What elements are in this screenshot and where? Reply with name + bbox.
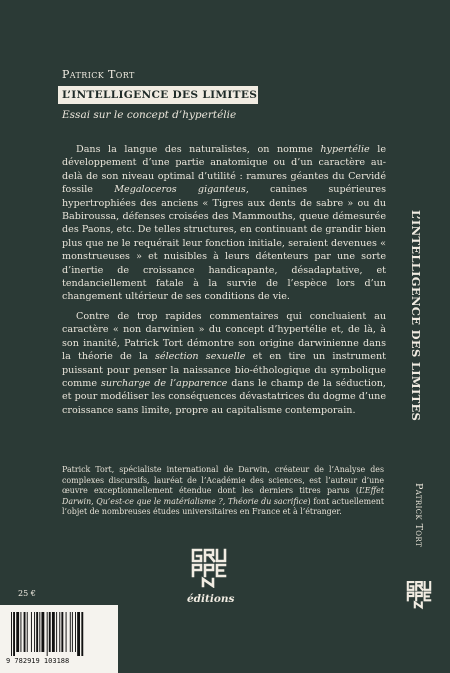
barcode-bar — [61, 612, 63, 652]
barcode-bar — [13, 612, 15, 656]
barcode-bar — [34, 612, 35, 652]
text-run: Patrick Tort, spécialiste international de Darwin, créateur de l’Analyse des complexes discursifs, lauréat de l’Académie des sciences, est l’auteur d’une œuvre exceptionnellement étendue dont les derniers titres parus ( — [62, 465, 384, 496]
spine-author-text: Patrick Tort — [413, 483, 424, 548]
spine-title-text: L’INTELLIGENCE DES LIMITES — [409, 210, 423, 422]
barcode-bar — [52, 612, 55, 652]
text-run: sélection sexuelle — [155, 351, 246, 363]
barcode-bar — [47, 612, 48, 656]
barcode-bar — [16, 612, 19, 652]
barcode-bar — [31, 612, 32, 652]
barcode-bar — [49, 612, 51, 652]
price-label: 25 € — [18, 589, 36, 598]
text-run: Dans la langue des naturalistes, on nomme — [76, 144, 321, 155]
text-run: ) font actuellement l’objet de nombreuses études universitaires en France et à l’étranger. — [62, 496, 384, 517]
text-run: Contre de trop rapides commentaires qui concluaient au caractère « non darwinien » du concept d’hypertélie et, de là, à son inanité, Patrick Tort démontre son origine darwinienne dans la théorie de la — [62, 310, 386, 363]
spine-gruppen-logo — [405, 578, 433, 610]
barcode-bar — [39, 612, 40, 652]
text-run: et en tire un instrument puissant pour penser la naissance bio-éthologique du symbolique comme — [62, 351, 386, 389]
cover-title: L’INTELLIGENCE DES LIMITES — [58, 86, 258, 104]
barcode-bar — [24, 612, 26, 652]
blurb-text — [62, 143, 386, 417]
spine-title — [409, 210, 424, 458]
barcode-bars — [10, 612, 110, 656]
cover-subtitle: Essai sur le concept d’hypertélie — [62, 109, 237, 121]
text-run: , canines supérieures hypertrophiées des anciens « Tigres aux dents de sabre » ou du Babiroussa, défenses croisées des Mammouths, queue démesurée des Paons, etc. De telles structures, en continuant de grandir bien plus que ne le requérait leur fonction initiale, seraient devenues « monstrueuses » et nuisibles à leurs détenteurs par une sorte d’inertie de croissance handicapante, désadaptative, et tendanciellement fatale à la survie de l’espèce lors d’un changement ultérieur de ses conditions de vie. — [62, 184, 386, 303]
text-run: Megaloceros giganteus — [114, 184, 246, 196]
barcode-bar — [59, 612, 60, 652]
barcode-bar — [36, 612, 38, 652]
barcode-bar — [72, 612, 73, 652]
barcode-bar — [77, 612, 80, 656]
isbn-barcode — [0, 605, 118, 673]
barcode-bar — [56, 612, 57, 652]
barcode-bar — [20, 612, 21, 652]
text-run: L’Effet Darwin, Qu’est-ce que le matérialisme ?, Théorie du sacrifice — [62, 486, 384, 506]
barcode-icon — [10, 612, 110, 656]
barcode-bar — [27, 612, 28, 652]
spine-gruppen-logo-icon — [405, 578, 433, 610]
author-bio-text — [62, 465, 384, 518]
barcode-bar — [66, 612, 67, 652]
publisher-imprint: éditions — [187, 593, 235, 605]
blurb-paragraph-1 — [62, 143, 386, 304]
text-run: le développement d’une partie anatomique ou d’un caractère au-delà de son niveau optimal d’utilité : ramures géantes du Cervidé fossile — [62, 144, 387, 196]
author-bio — [62, 465, 384, 518]
gruppen-logo — [189, 546, 229, 588]
barcode-bar — [70, 612, 71, 652]
barcode-digits: 9 782919 103188 — [6, 657, 70, 665]
text-run: surcharge de l’apparence — [100, 377, 228, 389]
spine-author — [413, 483, 425, 553]
cover-author: Patrick Tort — [62, 68, 135, 81]
barcode-bar — [81, 612, 83, 656]
blurb-paragraph-2 — [62, 310, 386, 417]
text-run: dans le champ de la séduction, et pour modéliser les conséquences dévastatrices du dogme d’une croissance sans limite, propre au capitalisme contemporain. — [62, 377, 386, 416]
barcode-bar — [75, 612, 76, 652]
barcode-bar — [41, 612, 44, 652]
text-run: hypertélie — [320, 144, 370, 155]
gruppen-logo-icon — [189, 546, 229, 588]
barcode-bar — [11, 612, 12, 656]
